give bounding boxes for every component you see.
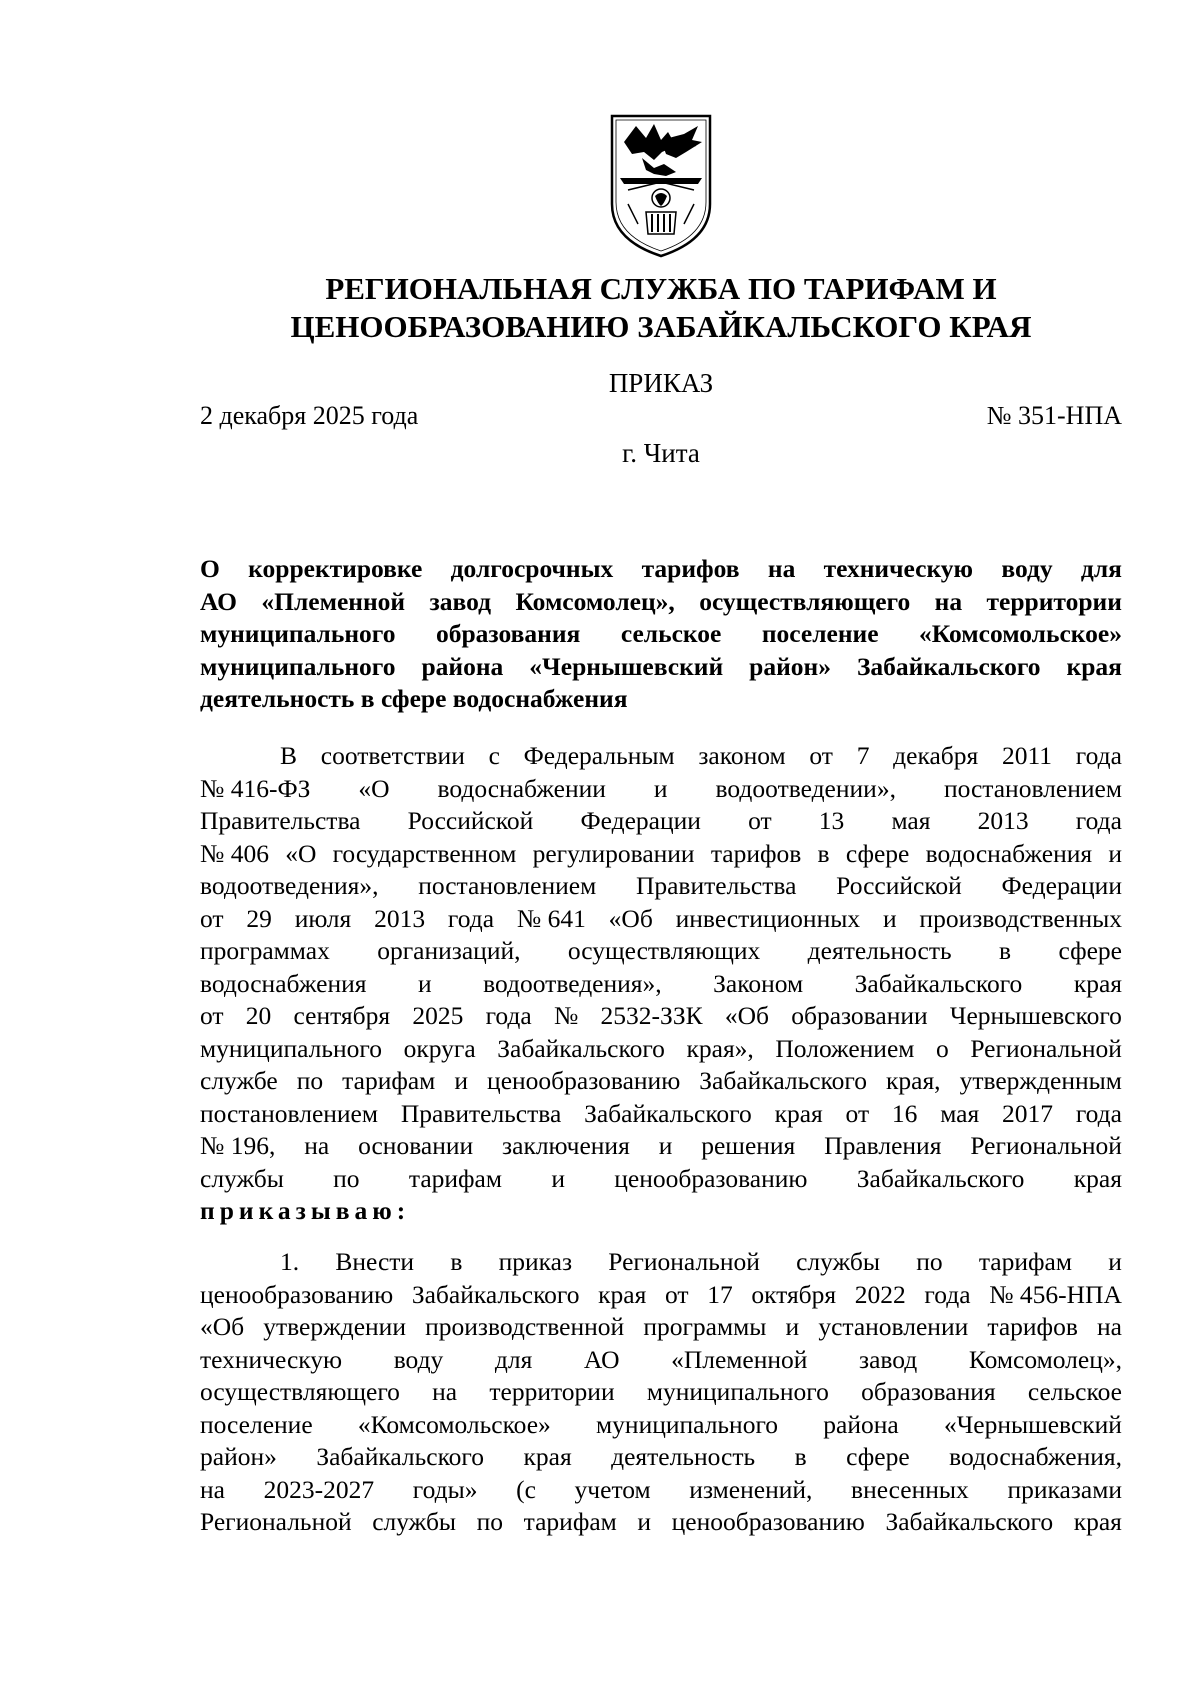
word: от xyxy=(664,1279,689,1309)
word: воду xyxy=(393,1344,444,1374)
word: приказ xyxy=(498,1247,573,1276)
word: мая xyxy=(891,806,931,835)
word: основании xyxy=(358,1131,474,1160)
word: водоснабжении xyxy=(437,773,606,803)
word: ценообразованию xyxy=(671,1507,865,1536)
word: АО xyxy=(583,1344,620,1374)
word: сфере xyxy=(846,1442,910,1471)
text-line xyxy=(200,1409,1122,1442)
word: года xyxy=(1075,1098,1122,1128)
word: производственной xyxy=(425,1312,625,1341)
word: водоотведении», xyxy=(715,773,896,803)
document-title xyxy=(200,553,1122,716)
word: АО xyxy=(200,586,237,616)
word: края xyxy=(1073,1163,1122,1193)
word: годы» xyxy=(412,1474,478,1504)
text-line xyxy=(200,740,1122,773)
word: образования xyxy=(435,619,581,648)
word: и xyxy=(454,1066,469,1095)
word: муниципального xyxy=(200,619,396,648)
word: регулировании xyxy=(532,838,695,868)
word: по xyxy=(476,1507,504,1536)
word: тарифам xyxy=(978,1247,1072,1276)
word: корректировке xyxy=(248,554,423,583)
word: организаций, xyxy=(377,936,521,965)
org-line-2: ЦЕНООБРАЗОВАНИЮ ЗАБАЙКАЛЬСКОГО КРАЯ xyxy=(290,309,1032,344)
word: Забайкальского xyxy=(885,1507,1054,1536)
word: внесенных xyxy=(851,1474,969,1504)
word: в xyxy=(817,838,830,868)
word: соответствии xyxy=(320,741,465,770)
word: Комсомолец», xyxy=(968,1344,1122,1374)
word: осуществляющих xyxy=(567,936,761,965)
word: «Об xyxy=(608,903,653,933)
word: тарифам xyxy=(523,1507,617,1536)
word: Законом xyxy=(713,968,804,998)
word: 2532-ЗЗК xyxy=(600,1001,703,1030)
word: долгосрочных xyxy=(450,554,614,583)
text-line xyxy=(200,1311,1122,1344)
word: государственном xyxy=(332,838,517,868)
word: сельское xyxy=(620,619,722,648)
word: службы xyxy=(200,1163,284,1193)
word: округа xyxy=(403,1033,476,1063)
word: июля xyxy=(294,903,352,933)
word: территории xyxy=(986,586,1122,616)
text-line xyxy=(200,838,1122,871)
word: утвержденным xyxy=(959,1066,1122,1095)
word: сфере xyxy=(1058,936,1122,965)
word: Региональной xyxy=(608,1247,760,1276)
word: 16 xyxy=(891,1098,918,1128)
word: ценообразованию xyxy=(487,1066,681,1095)
word: района xyxy=(823,1409,899,1439)
word: Забайкальского xyxy=(856,651,1041,681)
word: № 196, xyxy=(200,1131,276,1160)
word: в xyxy=(794,1442,807,1471)
word: В xyxy=(280,741,298,770)
word: на xyxy=(934,586,963,616)
word: тарифам xyxy=(342,1066,436,1095)
word: производственных xyxy=(919,903,1122,933)
word: с xyxy=(488,741,500,770)
word: муниципального xyxy=(646,1377,829,1406)
word: Федерации xyxy=(1001,871,1122,900)
word: для xyxy=(494,1344,533,1374)
word: водоотведения», xyxy=(483,968,662,998)
word: октября xyxy=(751,1279,837,1309)
word: 29 xyxy=(246,903,272,933)
word: на xyxy=(432,1377,458,1406)
word: края, xyxy=(885,1066,941,1095)
text-line xyxy=(200,773,1122,806)
word: осуществляющего xyxy=(699,586,911,616)
word: и xyxy=(637,1507,652,1536)
word: завод xyxy=(429,586,492,616)
word: тарифам xyxy=(408,1163,503,1193)
word: № xyxy=(553,1001,579,1030)
word: службы xyxy=(372,1507,457,1536)
word: Правления xyxy=(824,1131,942,1160)
word: края xyxy=(774,1098,823,1128)
word: муниципального xyxy=(200,1033,382,1063)
word: № 456-НПА xyxy=(989,1279,1122,1309)
word: деятельность xyxy=(611,1442,756,1471)
word: образования xyxy=(861,1377,996,1406)
word: и xyxy=(882,903,897,933)
word: техническую xyxy=(200,1344,343,1374)
word: 2022 xyxy=(854,1279,906,1309)
word: от xyxy=(748,806,772,835)
word: на xyxy=(200,1474,225,1504)
word: «Об xyxy=(200,1312,245,1341)
word: службе xyxy=(200,1066,278,1095)
text-line xyxy=(200,805,1122,838)
coat-of-arms-icon xyxy=(606,112,716,260)
word: № 406 xyxy=(200,838,269,868)
word: постановлением xyxy=(200,1098,379,1128)
word: от xyxy=(845,1098,870,1128)
word: по xyxy=(333,1163,360,1193)
text-line xyxy=(200,553,1122,586)
word: ценообразованию xyxy=(614,1163,808,1193)
document-number: № 351-НПА xyxy=(986,401,1122,430)
word: программы xyxy=(643,1312,767,1341)
word: «Комсомольское» xyxy=(357,1409,551,1439)
word: Российской xyxy=(836,871,962,900)
word: Положением xyxy=(775,1033,915,1063)
word: 1. xyxy=(280,1247,300,1276)
word: № 641 xyxy=(516,903,586,933)
word: года xyxy=(924,1279,971,1309)
word: «Чернышевский xyxy=(943,1409,1122,1439)
word: приказами xyxy=(1007,1474,1122,1504)
word: от xyxy=(200,1001,224,1030)
word: постановлением xyxy=(943,773,1122,803)
word: и xyxy=(658,1131,673,1160)
word: по xyxy=(916,1247,943,1276)
word: Российской xyxy=(407,806,534,835)
word: Правительства xyxy=(400,1098,562,1128)
word: Забайкальского xyxy=(584,1098,752,1128)
word: 2025 xyxy=(412,1001,464,1030)
word: на xyxy=(1096,1312,1122,1341)
text-line xyxy=(200,1130,1122,1163)
word: о xyxy=(936,1033,949,1063)
text-line xyxy=(200,1506,1122,1539)
word: края xyxy=(1066,651,1122,681)
word: муниципального xyxy=(200,651,396,681)
word: ценообразованию xyxy=(200,1279,394,1309)
text-line xyxy=(200,586,1122,619)
word: на xyxy=(767,554,796,583)
word: утверждении xyxy=(263,1312,406,1341)
text-line xyxy=(200,1163,1122,1196)
word: края xyxy=(1073,1507,1122,1536)
word: 2013 xyxy=(374,903,426,933)
word: 20 xyxy=(245,1001,272,1030)
word: сентября xyxy=(293,1001,391,1030)
word: района xyxy=(421,651,504,681)
text-line xyxy=(200,1000,1122,1033)
word: № 416-ФЗ xyxy=(200,773,311,803)
word: Федеральным xyxy=(523,741,675,770)
word: Федерации xyxy=(580,806,701,835)
word: программах xyxy=(200,936,330,965)
word: поселение xyxy=(200,1409,313,1439)
word: «Комсомольское» xyxy=(919,619,1122,648)
word: в xyxy=(999,936,1012,965)
word: и xyxy=(418,968,432,998)
word: завод xyxy=(859,1344,918,1374)
word: в xyxy=(450,1247,463,1276)
word: от xyxy=(200,903,224,933)
word: тарифов xyxy=(987,1312,1078,1341)
word: заключения xyxy=(502,1131,630,1160)
text-line xyxy=(200,1065,1122,1098)
text-line xyxy=(200,618,1122,651)
word: деятельность в сфере водоснабжения xyxy=(200,684,628,713)
word: края», xyxy=(686,1033,754,1063)
word: 2023-2027 xyxy=(263,1474,375,1504)
text-line xyxy=(200,1246,1122,1279)
word: установлении xyxy=(818,1312,969,1341)
word: тарифов xyxy=(641,554,740,583)
word: образовании xyxy=(791,1001,928,1030)
word: тарифов xyxy=(710,838,802,868)
text-line xyxy=(200,968,1122,1001)
document-city: г. Чита xyxy=(622,438,700,468)
word: водоснабжения, xyxy=(949,1442,1122,1471)
word: «Чернышевский xyxy=(529,651,724,681)
word: изменений, xyxy=(689,1474,813,1504)
word: водоснабжения xyxy=(925,838,1093,868)
word: мая xyxy=(940,1098,980,1128)
word: сфере xyxy=(845,838,910,868)
text-line xyxy=(200,1098,1122,1131)
word: декабря xyxy=(893,741,979,770)
word: Забайкальского xyxy=(699,1066,867,1095)
word: муниципального xyxy=(596,1409,779,1439)
word: и xyxy=(1108,1247,1122,1276)
word: О xyxy=(200,554,220,583)
word: решения xyxy=(701,1131,796,1160)
word: года xyxy=(485,1001,532,1030)
word: территории xyxy=(489,1377,615,1406)
word: и xyxy=(785,1312,800,1341)
order-item-1 xyxy=(200,1246,1122,1539)
text-line xyxy=(200,1344,1122,1377)
word: осуществляющего xyxy=(200,1377,400,1406)
word: «О xyxy=(285,838,317,868)
word: Забайкальского xyxy=(856,1163,1025,1193)
word: Региональной xyxy=(970,1131,1122,1160)
word: Региональной xyxy=(970,1033,1122,1063)
word: края xyxy=(523,1442,572,1471)
text-line xyxy=(200,903,1122,936)
word: «Племенной xyxy=(261,586,406,616)
word: водоотведения», xyxy=(200,871,379,900)
word: на xyxy=(304,1131,330,1160)
word: года xyxy=(1075,741,1122,770)
word: 2011 xyxy=(1001,741,1053,770)
word: 2017 xyxy=(1002,1098,1054,1128)
word: от xyxy=(809,741,833,770)
word: Чернышевского xyxy=(949,1001,1122,1030)
word: Правительства xyxy=(635,871,797,900)
word: 7 xyxy=(856,741,870,770)
text-line xyxy=(200,1376,1122,1409)
word: края xyxy=(598,1279,647,1309)
word: «Племенной xyxy=(671,1344,808,1374)
word: края xyxy=(1073,968,1122,998)
word: Забайкальского xyxy=(854,968,1023,998)
text-line xyxy=(200,935,1122,968)
word: (с xyxy=(516,1474,536,1504)
word: для xyxy=(1080,554,1122,583)
text-line xyxy=(200,1279,1122,1312)
word: Комсомолец», xyxy=(515,586,675,616)
word: законом xyxy=(698,741,786,770)
organization-name xyxy=(200,270,1122,346)
text-line xyxy=(200,1474,1122,1507)
preamble-paragraph xyxy=(200,740,1122,1228)
word: и xyxy=(1108,838,1122,868)
text-line xyxy=(200,651,1122,684)
word: деятельность xyxy=(807,936,952,965)
word: Внести xyxy=(335,1247,415,1276)
word: инвестиционных xyxy=(675,903,861,933)
word: службы xyxy=(796,1247,880,1276)
word: 17 xyxy=(707,1279,733,1309)
word: «Об xyxy=(724,1001,769,1030)
word: сельское xyxy=(1027,1377,1122,1406)
word: водоснабжения xyxy=(200,968,367,998)
word: Забайкальского xyxy=(411,1279,580,1309)
word: Забайкальского xyxy=(316,1442,485,1471)
word: и xyxy=(551,1163,565,1193)
text-line xyxy=(200,870,1122,903)
word: по xyxy=(296,1066,324,1095)
document-date: 2 декабря 2025 года xyxy=(200,401,419,430)
word: Правительства xyxy=(200,806,361,835)
text-line xyxy=(200,1033,1122,1066)
text-line xyxy=(200,683,1122,716)
org-line-1: РЕГИОНАЛЬНАЯ СЛУЖБА ПО ТАРИФАМ И xyxy=(325,271,997,306)
word: 13 xyxy=(818,806,845,835)
text-line xyxy=(200,1441,1122,1474)
order-word: приказываю: xyxy=(200,1196,411,1225)
word: учетом xyxy=(574,1474,651,1504)
word: район» xyxy=(200,1442,277,1471)
word: воду xyxy=(1001,554,1053,583)
word: техническую xyxy=(823,554,974,583)
word: район» xyxy=(749,651,831,681)
word: года xyxy=(447,903,495,933)
word: Региональной xyxy=(200,1507,352,1536)
word: и xyxy=(653,773,668,803)
document-type: ПРИКАЗ xyxy=(608,368,714,398)
word: 2013 xyxy=(977,806,1029,835)
word: постановлением xyxy=(418,871,597,900)
word: Забайкальского xyxy=(497,1033,665,1063)
word: года xyxy=(1075,806,1122,835)
word: «О xyxy=(358,773,390,803)
word: поселение xyxy=(761,619,879,648)
